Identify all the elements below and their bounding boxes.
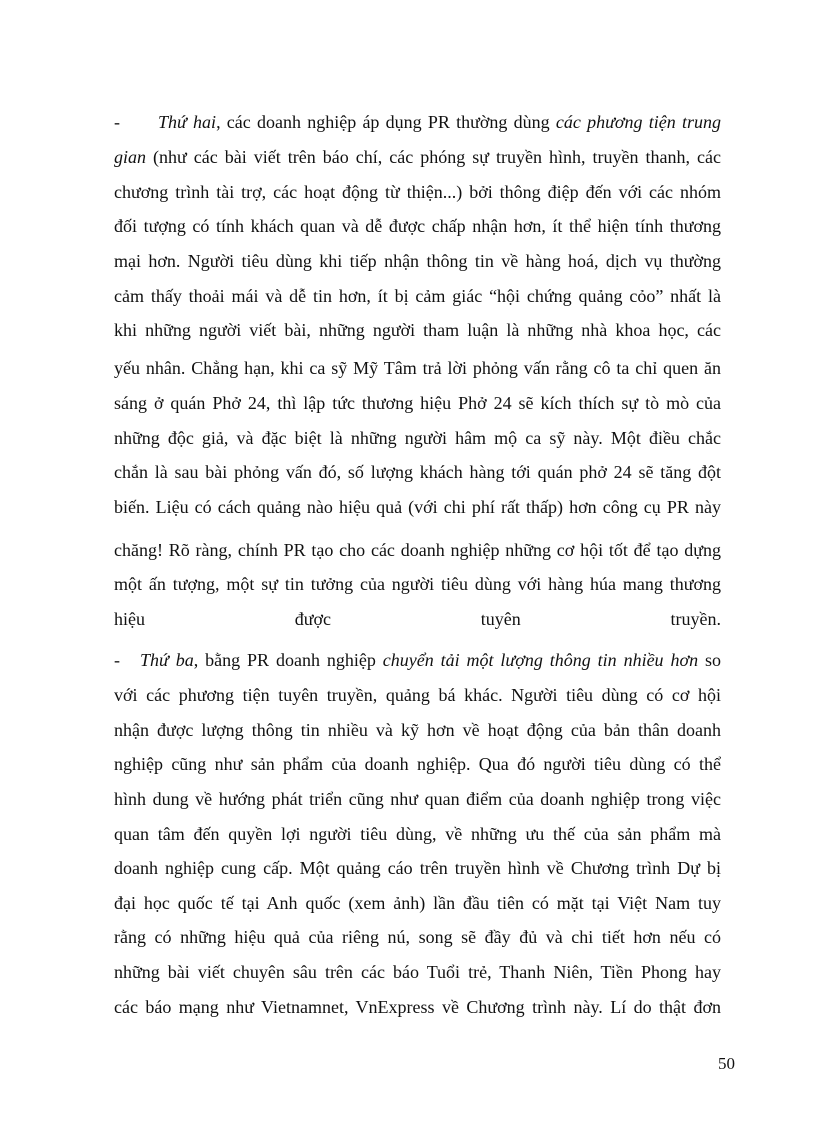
text-line: nhận được lượng thông tin nhiều và kỹ hơn về hoạt động của bản thân doanh	[114, 720, 721, 740]
text-line: những bài viết chuyên sâu trên các báo Tuổi trẻ, Thanh Niên, Tiền Phong hay	[114, 962, 721, 982]
text-line: quan tâm đến quyền lợi người tiêu dùng, về những ưu thế của sản phẩm mà	[114, 824, 721, 844]
text-segment: , bằng PR doanh nghiệp	[193, 650, 383, 670]
text-line	[114, 648, 721, 672]
text-line	[114, 110, 721, 134]
text-line	[114, 145, 721, 169]
text-line: chắn là sau bài phỏng vấn đó, số lượng khách hàng tới quán phở 24 sẽ tăng đột	[114, 462, 721, 482]
text-line: đối tượng có tính khách quan và dễ được chấp nhận hơn, ít thể hiện tính thương	[114, 216, 721, 236]
text-line: hiệu được tuyên truyền.	[114, 609, 721, 629]
text-line: cảm thấy thoải mái và dễ tin hơn, ít bị cảm giác “hội chứng quảng cỏo” nhất là	[114, 286, 721, 306]
text-line: hình dung về hướng phát triển cũng như quan điểm của doanh nghiệp trong việc	[114, 789, 721, 809]
text-line: rằng có những hiệu quả của riêng nú, song sẽ đầy đủ và chi tiết hơn nếu có	[114, 927, 721, 947]
italic-phrase: Thứ ba	[140, 650, 194, 670]
text-segment: (như các bài viết trên báo chí, các phóng sự truyền hình, truyền thanh, các	[146, 147, 721, 167]
text-segment: , các doanh nghiệp áp dụng PR thường dùng	[216, 112, 556, 132]
text-segment: so	[698, 650, 721, 670]
italic-phrase: các phương tiện trung	[555, 112, 721, 132]
text-line: những độc giả, và đặc biệt là những người hâm mộ ca sỹ này. Một điều chắc	[114, 428, 721, 448]
italic-phrase: gian	[114, 147, 147, 167]
text-line: sáng ở quán Phở 24, thì lập tức thương hiệu Phở 24 sẽ kích thích sự tò mò của	[114, 393, 721, 413]
bullet-dash: -	[114, 112, 120, 132]
text-line: với các phương tiện tuyên truyền, quảng bá khác. Người tiêu dùng có cơ hội	[114, 685, 721, 705]
text-line: khi những người viết bài, những người tham luận là những nhà khoa học, các	[114, 320, 721, 340]
text-line: chăng! Rõ ràng, chính PR tạo cho các doanh nghiệp những cơ hội tốt để tạo dựng	[114, 540, 721, 560]
text-line: mại hơn. Người tiêu dùng khi tiếp nhận thông tin về hàng hoá, dịch vụ thường	[114, 251, 721, 271]
italic-phrase: Thứ hai	[158, 112, 217, 132]
text-line: nghiệp cũng như sản phẩm của doanh nghiệp. Qua đó người tiêu dùng có thể	[114, 754, 721, 774]
italic-phrase: chuyển tải một lượng thông tin nhiều hơn	[382, 650, 699, 670]
text-line: chương trình tài trợ, các hoạt động từ thiện...) bởi thông điệp đến với các nhóm	[114, 182, 721, 202]
text-line: đại học quốc tế tại Anh quốc (xem ảnh) lần đầu tiên có mặt tại Việt Nam tuy	[114, 893, 721, 913]
text-line: các báo mạng như Vietnamnet, VnExpress về Chương trình này. Lí do thật đơn	[114, 997, 721, 1017]
bullet-dash: -	[114, 650, 120, 670]
page-number: 50	[718, 1054, 735, 1073]
text-line: yếu nhân. Chẳng hạn, khi ca sỹ Mỹ Tâm trả lời phỏng vấn rằng cô ta chỉ quen ăn	[114, 358, 721, 378]
text-line: một ấn tượng, một sự tin tưởng của người tiêu dùng với hàng húa mang thương	[114, 574, 721, 594]
text-line: doanh nghiệp cung cấp. Một quảng cáo trên truyền hình về Chương trình Dự bị	[114, 858, 721, 878]
text-line: biến. Liệu có cách quảng nào hiệu quả (với chi phí rất thấp) hơn công cụ PR này	[114, 497, 721, 517]
